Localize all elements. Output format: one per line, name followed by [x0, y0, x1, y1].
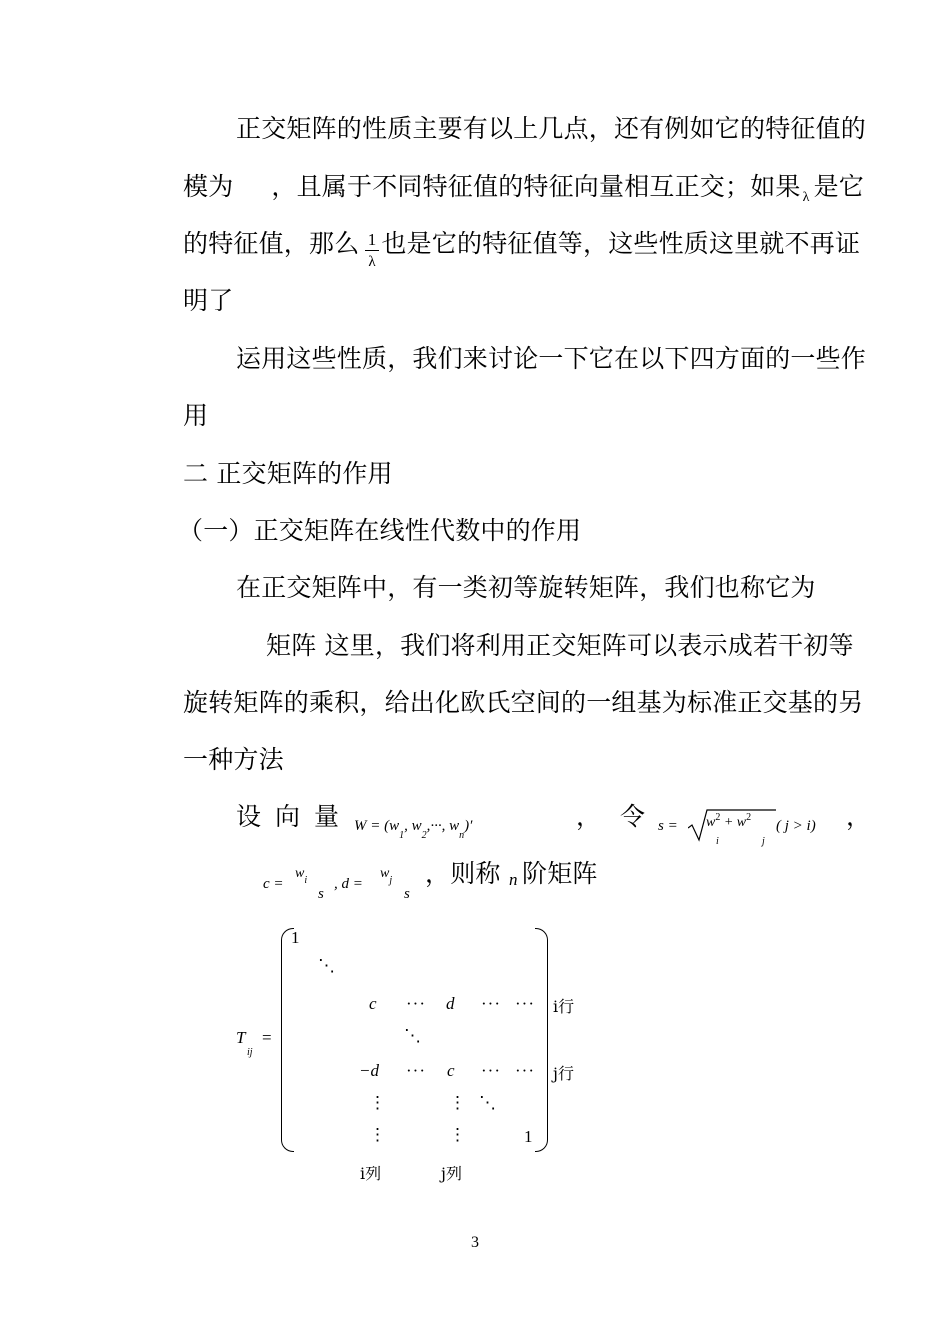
condition-j-gt-i: ( j > i)	[776, 818, 816, 834]
def-liang: 量	[314, 802, 340, 831]
right-parenthesis	[535, 928, 548, 1152]
row-j-label: j行	[553, 1064, 574, 1083]
d-numerator: $w_j$	[380, 866, 393, 886]
entry-c-2: c	[447, 1061, 455, 1080]
lambda-symbol: λ	[802, 190, 810, 205]
def-then-call: ，则称	[425, 859, 501, 888]
def-comma1: ，	[576, 802, 602, 831]
hdots-6: ···	[515, 1061, 535, 1080]
def-order-matrix: 阶矩阵	[522, 859, 598, 888]
def-comma2: ，	[846, 802, 872, 831]
vector-w-formula: $W = (w_1$, $w_2,\cdot\cdot\cdot$, $w_n)'$	[354, 818, 473, 841]
matrix-name: T	[236, 1028, 246, 1047]
para1-line2-b: ，且属于不同特征值的特征向量相互正交；如果	[271, 172, 801, 201]
page-number: 3	[471, 1234, 479, 1251]
left-parenthesis	[281, 928, 294, 1152]
radicand-sub-j: j	[762, 836, 765, 847]
para1-line3-b: 也是它的特征值等，这些性质这里就不再证	[381, 229, 861, 258]
entry-c: c	[369, 994, 377, 1013]
col-j-label: j列	[441, 1164, 462, 1183]
para2-line1: 运用这些性质，我们来讨论一下它在以下四方面的一些作	[236, 344, 867, 373]
entry-neg-d: −d	[359, 1061, 379, 1080]
def-she: 设	[236, 802, 262, 831]
para1-line2	[183, 172, 864, 213]
para3-line2: 矩阵 这里，我们将利用正交矩阵可以表示成若干初等	[266, 631, 854, 660]
hdots-3: ···	[515, 994, 535, 1013]
fraction-numerator: 1	[365, 230, 379, 251]
matrix-one-bottom: 1	[524, 1127, 533, 1146]
hdots-1: ···	[406, 994, 426, 1013]
d-denominator: s	[404, 886, 410, 902]
col-i-label: i列	[360, 1164, 382, 1183]
matrix-subscript: ij	[247, 1047, 253, 1058]
radicand-sub-i: i	[716, 836, 719, 847]
entry-d: d	[446, 994, 455, 1013]
diag-dots-3: ⋱	[479, 1093, 497, 1112]
para1-line3	[183, 229, 860, 259]
s-formula: s =	[658, 818, 678, 834]
para1-line3-a: 的特征值，那么	[183, 229, 360, 258]
def-n: n	[509, 870, 518, 889]
vdots-1: ⋮	[369, 1093, 387, 1112]
section-heading: 二 正交矩阵的作用	[183, 459, 393, 488]
row-i-label: i行	[553, 997, 575, 1016]
para3-line1: 在正交矩阵中，有一类初等旋转矩阵，我们也称它为	[236, 573, 816, 602]
def-xiang: 向	[275, 802, 301, 831]
vdots-4: ⋮	[449, 1125, 467, 1144]
para2-line2: 用	[183, 401, 209, 430]
c-numerator: $w_i$	[295, 866, 308, 886]
subsection-heading: （一）正交矩阵在线性代数中的作用	[178, 516, 582, 545]
fraction-denominator: λ	[368, 254, 376, 270]
diag-dots-2: ⋱	[404, 1026, 422, 1045]
hdots-2: ···	[481, 994, 501, 1013]
def-ling: 令	[620, 802, 646, 831]
para1-line4: 明了	[183, 286, 234, 315]
cd-formula: c =	[263, 876, 284, 892]
vdots-3: ⋮	[369, 1125, 387, 1144]
para1-line1: 正交矩阵的性质主要有以上几点，还有例如它的特征值的	[236, 114, 867, 143]
vdots-2: ⋮	[449, 1093, 467, 1112]
d-equals: , d =	[334, 876, 363, 892]
hdots-4: ···	[406, 1061, 426, 1080]
matrix-one-top: 1	[291, 928, 300, 947]
matrix-equals: =	[262, 1028, 272, 1047]
para3-line4: 一种方法	[183, 745, 284, 774]
hdots-5: ···	[481, 1061, 501, 1080]
para3-line3: 旋转矩阵的乘积，给出化欧氏空间的一组基为标准正交基的另	[183, 688, 864, 717]
reciprocal-lambda-fraction	[365, 230, 379, 273]
para1-line2-c: 是它	[813, 172, 865, 201]
diag-dots-1: ⋱	[318, 956, 336, 975]
c-denominator: s	[318, 886, 324, 902]
sqrt-radicand: $w^2 + w^2$	[706, 812, 752, 830]
para1-line2-a: 模为	[183, 172, 234, 201]
